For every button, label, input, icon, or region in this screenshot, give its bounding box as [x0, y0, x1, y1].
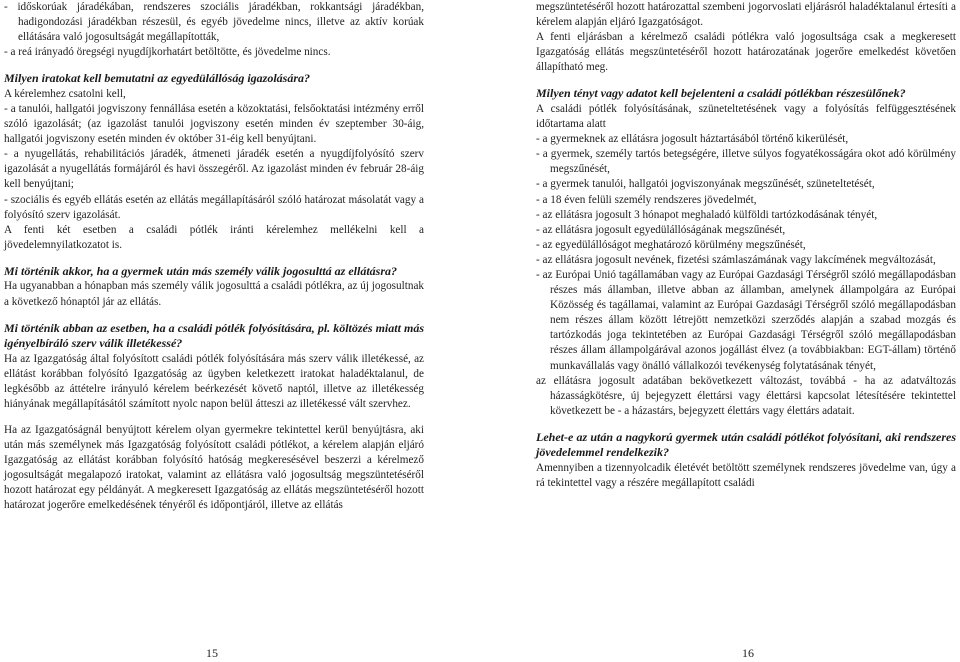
left-paragraph-8: Ha ugyanabban a hónapban más személy válik jogosulttá a családi pótlékra, az új jogosultnak a következő hónaptól jár az ellátás.: [4, 280, 424, 308]
left-paragraph-7: A fenti két esetben a családi pótlék iránti kérelemhez mellékelni kell a jövedelemnyilatkozatot is.: [4, 223, 424, 251]
heading-nagykoru-gyermek: Lehet-e az után a nagykorú gyermek után családi pótlékot folyósítani, aki rendszeres jövedelemmel rendelkezik?: [536, 429, 956, 460]
heading-koltozes: Mi történik abban az esetben, ha a családi pótlék folyósítására, pl. költözés miatt más igényelbíráló szerv válik illetékessé?: [4, 320, 424, 351]
left-paragraph-2: - a reá irányadó öregségi nyugdíjkorhatárt betöltötte, és jövedelme nincs.: [4, 46, 331, 59]
left-paragraph-6: - szociális és egyéb ellátás esetén az ellátás megállapításáról szóló határozat másolatát vagy a folyósító szerv igazolását.: [4, 193, 424, 221]
right-paragraph-5: Amennyiben a tizennyolcadik életévét betöltött személynek rendszeres jövedelme van, úgy a rá tekintettel vagy a részére megállapított családi: [536, 461, 956, 490]
heading-mas-szemely-jogosult: Mi történik akkor, ha a gyermek után más személy válik jogosulttá az ellátásra?: [4, 263, 398, 278]
left-paragraph-5: - a nyugellátás, rehabilitációs járadék, átmeneti járadék esetén a nyugdíjfolyósító szerv igazolását a nyugellátás formájáról és havi összegéről. Az igazolást minden év február 28-áig kell benyújtani;: [4, 148, 424, 191]
heading-bejelentendo-tenyek: Milyen tényt vagy adatot kell bejelenteni a családi pótlékban részesülőnek?: [536, 86, 906, 101]
right-paragraph-3: A családi pótlék folyósításának, szüneteltetésének vagy a folyósítás felfüggesztésének időtartama alatt: [536, 102, 956, 131]
list-item: - a gyermeknek az ellátásra jogosult háztartásából történő kikerülését,: [536, 133, 849, 146]
right-paragraph-4: az ellátásra jogosult adatában bekövetkezett változást, továbbá - ha az adatváltozás házasságkötésre, új bejegyzett élettársi vagy élettársi kapcsolat létesítésére tekintettel következett be - a házastárs, bejegyzett élettárs vagy élettárs adatait.: [536, 374, 956, 417]
page-number-left: 15: [206, 646, 218, 660]
left-paragraph-9: Ha az Igazgatóság által folyósított családi pótlék folyósítására más szerv válik illetékessé, az ellátást korábban folyósító Igazgatóság az ügyben keletkezett iratokat haladéktalanul, de legkésőbb az áttételre irányuló kérelem beérkezését követő naptól, illetve az illetékesség hiányának megállapításától számított nyolc napon belül átteszi az illetékessé vált szervhez.: [4, 352, 424, 410]
left-paragraph-3: A kérelemhez csatolni kell,: [4, 87, 126, 100]
list-item: - az egyedülállóságot meghatározó körülmény megszűnését,: [536, 238, 806, 251]
list-item: - a 18 éven felüli személy rendszeres jövedelmét,: [536, 193, 757, 206]
list-item: - a gyermek tanulói, hallgatói jogviszonyának megszűnését, szüneteltetését,: [536, 178, 875, 191]
right-page: [536, 0, 956, 662]
left-page: [0, 0, 424, 662]
list-item: - a gyermek, személy tartós betegségére, illetve súlyos fogyatékosságára okot adó körülmény megszűnését,: [536, 148, 956, 176]
right-paragraph-2: A fenti eljárásban a kérelmező családi pótlékra való jogosultsága csak a megkeresett Igazgatóság ellátás megszüntetéséről hozott határozatának jogerőre emelkedést követően állapítható meg.: [536, 31, 956, 74]
heading-egyedulallosag-igazolas: Milyen iratokat kell bemutatni az egyedülállóság igazolására?: [4, 71, 311, 86]
list-item: - az Európai Unió tagállamában vagy az Európai Gazdasági Térségről szóló megállapodásban részes más államban, illetve abban az államban, amelynek állampolgára az Európai Közösség és tagállamai, valamint az Európai Gazdasági Térségről szóló megállapodásban nem részes állam között létrejött nemzetközi szerződés alapján a szabad mozgás és tartózkodás joga tekintetében az Európai Gazdasági Térségről szóló megállapodásban részes állam állampolgárával azonos jogállást élvez (a továbbiakban: EGT-állam) történő munkavállalás vagy önálló vállalkozói tevékenység folytatásának tényét,: [536, 269, 956, 372]
left-paragraph-10: Ha az Igazgatóságnál benyújtott kérelem olyan gyermekre tekintettel kerül benyújtásra, aki után más személynek más Igazgatóság folyósított családi pótlékot, a kérelem alapján eljáró Igazgatóság az ellátást korábban folyósító hatóság megkeresésével beszerzi a kérelmező jogosultságát megalapozó iratokat, valamint az ellátásra való jogosultság megszüntetéséről hozott határozat egy példányát. A megkeresett Igazgatóság az ellátás megszüntetéséről hozott határozat jogerőre emelkedésének tényéről és időpontjáról, illetve az ellátás: [4, 423, 424, 512]
list-item: - az ellátásra jogosult nevének, fizetési számlaszámának vagy lakcímének megváltozását,: [536, 253, 936, 266]
right-paragraph-1: megszüntetéséről hozott határozattal szembeni jogorvoslati eljárásról haladéktalanul értesíti a kérelem alapján eljáró Igazgatóságot.: [536, 1, 956, 29]
list-item: - az ellátásra jogosult 3 hónapot meghaladó külföldi tartózkodásának tényét,: [536, 208, 878, 221]
left-paragraph-1: - időskorúak járadékában, rendszeres szociális járadékban, rokkantsági járadékban, hadigondozási járadékban részesül, és egyéb jövedelme nincs, illetve az aktív korúak ellátására való jogosultságát megállapították,: [4, 1, 424, 44]
page-number-right: 16: [742, 646, 754, 660]
left-paragraph-4: - a tanulói, hallgatói jogviszony fennállása esetén a közoktatási, felsőoktatási intézmény erről szóló igazolását; (az igazolást tanulói jogviszony esetén minden év szeptember 30-áig, hallgatói jogviszony esetén minden év október 31-éig kell benyújtani.: [4, 102, 424, 146]
list-item: - az ellátásra jogosult egyedülállóságának megszűnését,: [536, 223, 786, 236]
